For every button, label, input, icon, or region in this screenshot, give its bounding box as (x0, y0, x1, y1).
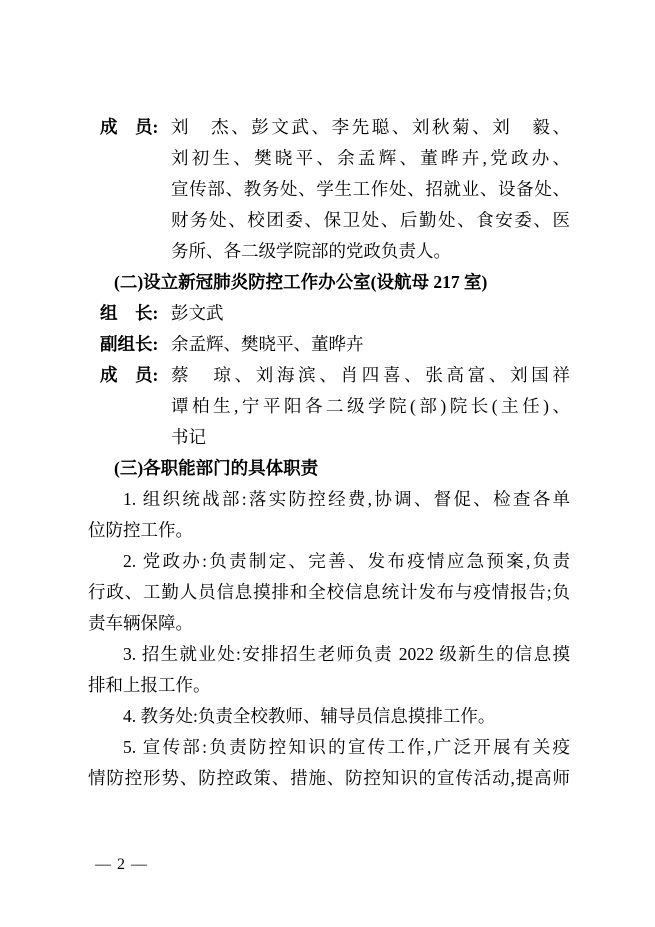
paragraph-line: 5. 宣传部:负责防控知识的宣传工作,广泛开展有关疫 (123, 737, 570, 757)
duty-paragraph-4 (88, 701, 570, 732)
paragraph-line: 3. 招生就业处:安排招生老师负责 2022 级新生的信息摸 (123, 644, 570, 664)
members-line: 蔡 琼、刘海滨、肖四喜、张高富、刘国祥 (171, 365, 570, 385)
committee-members-block (88, 112, 570, 267)
paragraph-line: 行政、工勤人员信息摸排和全校信息统计发布与疫情报告;负 (88, 582, 570, 602)
members-line: 刘初生、樊晓平、余孟辉、董晔卉,党政办、 (171, 148, 570, 168)
deputy-label: 副组长: (100, 334, 159, 354)
paragraph-line: 排和上报工作。 (88, 675, 211, 695)
paragraph-line: 4. 教务处:负责全校教师、辅导员信息摸排工作。 (123, 706, 496, 726)
members-line: 务所、各二级学院部的党政负责人。 (171, 241, 451, 261)
duty-paragraph-5 (88, 732, 570, 794)
members-label: 成 员: (100, 365, 159, 385)
leader-label: 组 长: (100, 303, 159, 323)
members-line: 书记 (171, 427, 206, 447)
page-number: — 2 — (95, 856, 148, 873)
deputy-value: 余孟辉、樊晓平、董晔卉 (171, 334, 364, 354)
duty-paragraph-3 (88, 639, 570, 701)
paragraph-line: 责车辆保障。 (88, 613, 193, 633)
members-label: 成 员: (100, 117, 159, 137)
office-leader-block (88, 298, 570, 329)
members-line: 刘 杰、彭文武、李先聪、刘秋菊、刘 毅、 (171, 117, 570, 137)
members-line: 谭柏生,宁平阳各二级学院(部)院长(主任)、 (171, 396, 570, 416)
section-heading-3: (三)各职能部门的具体职责 (114, 458, 319, 478)
paragraph-line: 2. 党政办:负责制定、完善、发布疫情应急预案,负责 (123, 551, 570, 571)
members-line: 宣传部、教务处、学生工作处、招就业、设备处、 (171, 179, 570, 199)
paragraph-line: 1. 组织统战部:落实防控经费,协调、督促、检查各单 (123, 489, 570, 509)
leader-value: 彭文武 (171, 303, 224, 323)
paragraph-line: 位防控工作。 (88, 520, 193, 540)
office-members-block (88, 360, 570, 453)
duty-paragraph-2 (88, 546, 570, 639)
members-line: 财务处、校团委、保卫处、后勤处、食安委、医 (171, 210, 570, 230)
duty-paragraph-1 (88, 484, 570, 546)
section-heading-2: (二)设立新冠肺炎防控工作办公室(设航母 217 室) (114, 272, 488, 292)
paragraph-line: 情防控形势、防控政策、措施、防控知识的宣传活动,提高师 (88, 768, 570, 788)
office-deputy-block (88, 329, 570, 360)
